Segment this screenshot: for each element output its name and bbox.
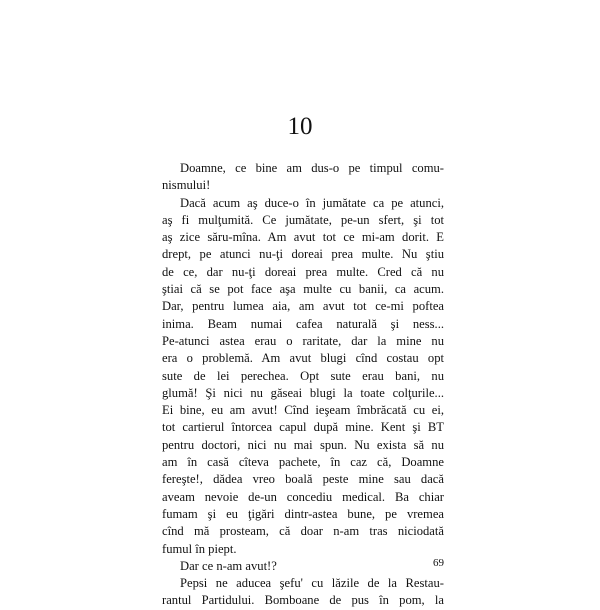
text-line: ştiai că se pot face aşa multe cu banii, ca acum. [162,282,444,297]
text-line: pentru doctori, nici nu mai spun. Nu exista să nu [162,437,444,452]
text-line: aveam nevoie de-un concediu medical. Ba chiar [162,489,444,504]
text-line: era o problemă. Am avut blugi cînd costau opt [162,351,444,366]
text-line: Dar, pentru lumea aia, am avut tot ce-mi poftea [162,299,444,314]
text-line: rantul Partidului. Bomboane de pus în pom, la [162,593,444,608]
text-line: aş fi mulţumită. Ce jumătate, pe-un sfert, şi tot [162,212,444,227]
text-line: de ce, dar nu-ţi doreai prea multe. Cred că nu [162,264,444,279]
text-line: nismului! [162,178,211,193]
text-line: am în casă cîteva pachete, în caz că, Doamne [162,455,444,470]
text-line: inima. Beam numai cafea naturală şi ness... [162,316,444,331]
text-line: Doamne, ce bine am dus-o pe timpul comu- [180,161,444,175]
text-line: drept, pe atunci nu-ţi doreai prea multe. Nu ştiu [162,247,444,262]
text-line: cînd mă prosteam, că doar n-am tras niciodată [162,524,444,539]
text-line: aş zice săru-mîna. Am avut tot ce mi-am dorit. E [162,230,444,245]
text-line: Pepsi ne aducea şefu' cu lăzile de la Restau- [180,576,444,591]
text-line: fereşte!, dădea vreo boală peste mine sau dacă [162,472,444,487]
text-line: sute de lei perechea. Opt sute erau bani, nu [162,368,444,383]
body-text [162,160,444,610]
text-line: Dacă acum aş duce-o în jumătate ca pe atunci, [180,195,444,210]
text-line: glumă! Şi nici nu găseai blugi la toate colţurile... [162,385,444,400]
text-line: fumam şi eu ţigări dintr-astea bune, pe vremea [162,506,444,521]
page-number: 69 [433,557,444,569]
text-line: Pe-atunci astea erau o raritate, dar la mine nu [162,333,444,348]
text-line: fumul în piept. [162,541,237,556]
chapter-number: 10 [287,113,313,140]
text-line: tot cartierul întorcea capul după mine. Kent şi BT [162,420,444,435]
text-line: Dar ce n-am avut!? [180,558,277,573]
text-line: Ei bine, eu am avut! Cînd ieşeam îmbrăcată cu ei, [162,403,444,418]
